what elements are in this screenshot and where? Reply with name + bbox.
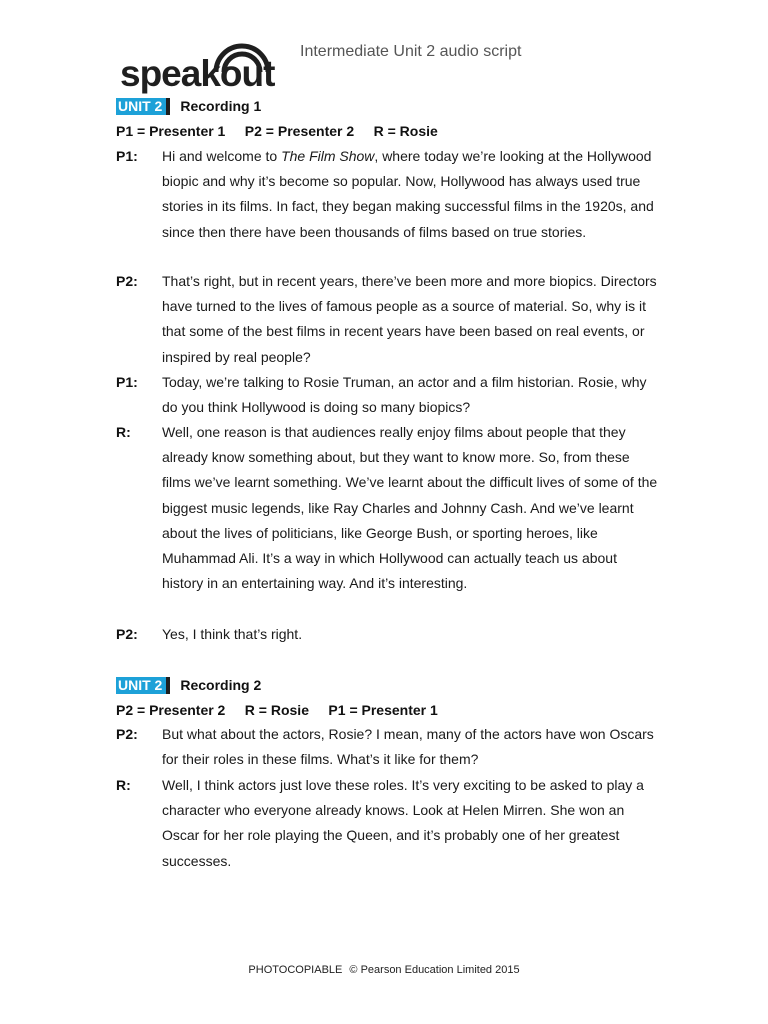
page-footer	[0, 964, 768, 976]
speakout-logo	[120, 42, 290, 94]
speaker-label: P2:	[116, 273, 138, 289]
speaker-label: R:	[116, 424, 131, 440]
recording-2-header	[116, 676, 261, 694]
speaker-label: P1:	[116, 374, 138, 390]
recording-1-header	[116, 97, 261, 115]
recording-title: Recording 1	[180, 98, 262, 114]
cast-list: P2 = Presenter 2 R = Rosie P1 = Presenter 1	[116, 702, 438, 718]
speaker-label: R:	[116, 777, 131, 793]
cast-list: P1 = Presenter 1 P2 = Presenter 2 R = Rosie	[116, 123, 438, 139]
footer-copyright: © Pearson Education Limited 2015	[349, 964, 520, 976]
document-title: Intermediate Unit 2 audio script	[300, 43, 522, 60]
footer-photocopiable: PHOTOCOPIABLE	[248, 964, 343, 976]
speech-text: That’s right, but in recent years, there’ve been more and more biopics. Directors have turned to the lives of famous people as a source of material. So, why is it that some of the best films in recent years have been based on real events, or inspired by real people?	[162, 273, 657, 365]
logo-text: speakout	[120, 53, 275, 94]
speaker-label: P2:	[116, 726, 138, 742]
speech-text: Yes, I think that’s right.	[162, 626, 303, 642]
speech-text: Hi and welcome to The Film Show, where today we’re looking at the Hollywood biopic and why it’s become so popular. Now, Hollywood has always used true stories in its films. In fact, they began making successful films in the 1920s, and since then there have been thousands of films based on true stories.	[162, 148, 654, 240]
unit-badge: UNIT 2	[116, 98, 170, 115]
speech-text: Today, we’re talking to Rosie Truman, an actor and a film historian. Rosie, why do you think Hollywood is doing so many biopics?	[162, 374, 647, 416]
recording-title: Recording 2	[180, 677, 262, 693]
speech-text: But what about the actors, Rosie? I mean, many of the actors have won Oscars for their roles in these films. What’s it like for them?	[162, 726, 654, 768]
unit-badge: UNIT 2	[116, 677, 170, 694]
speaker-label: P2:	[116, 626, 138, 642]
speaker-label: P1:	[116, 148, 138, 164]
speech-text: Well, I think actors just love these roles. It’s very exciting to be asked to play a character who everyone already knows. Look at Helen Mirren. She won an Oscar for her role playing the Queen, and it’s probably one of her greatest successes.	[162, 777, 644, 869]
speech-text: Well, one reason is that audiences really enjoy films about people that they already know something about, but they want to know more. So, from these films we’ve learnt something. We’ve learnt about the difficult lives of some of the biggest music legends, like Ray Charles and Johnny Cash. And we’ve learnt about the lives of politicians, like George Bush, or sporting heroes, like Muhammad Ali. It’s a way in which Hollywood can actually teach us about history in an entertaining way. And it’s interesting.	[162, 424, 658, 592]
